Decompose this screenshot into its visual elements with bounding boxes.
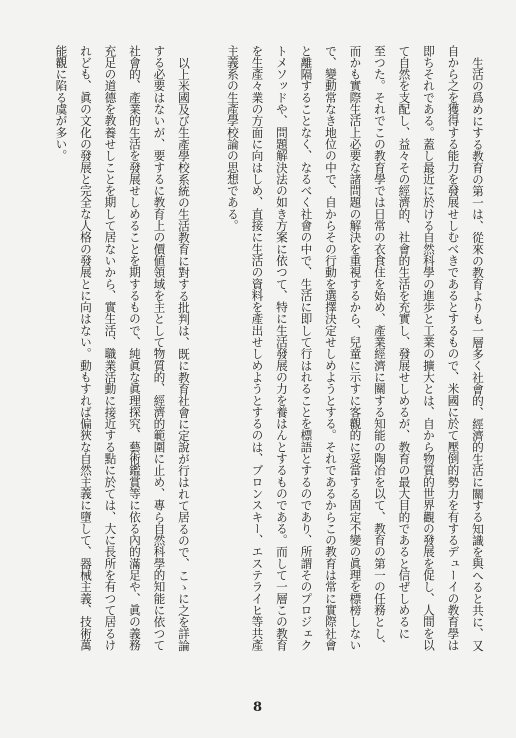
paragraph-1 [221,45,491,657]
body-text [49,45,490,657]
text-line: 生活の爲めにする教育の第一は、從來の教育よりも一層多く社會的、經濟的生活に關する知識を與へると共に、又 [471,56,485,651]
text-line: 以上米國及び生產學校系統の生活教育に對する批判は、既に教育社會に定說が行はれて居るので、こゝに之を詳論 [177,56,191,651]
text-line: 能觀に陷る虞が多い。 [54,45,69,162]
text-line: 至つた。それでこの教育學では日常の衣食住を始め、產業經濟に關する知能の陶冶を以て、教育の第一の任務とし、 [373,45,387,651]
page-number: 8 [253,700,263,715]
paragraph-gap [196,45,221,657]
text-line: する必要はないが、要するに教育上の價値領域を主として物質的、經濟的範圍に止め、專ら自然科學的知能に依つて [152,45,167,651]
text-line: 自から之を獲得する能力を發展せしむべきであるとするもので、米國に於て壓倒的勢力を有するデューイの教育學は [446,45,461,651]
text-line: れども、眞の文化の發展と完全な人格の發展とに向はない。動もすれば偏狹な自然主義に墮して、器械主義、技術萬 [79,45,93,651]
text-line: を生產々業の方面に向はしめ、直接に生活の資料を產出せしめようとするのは、ブロンスキー、エステライヒ等共產 [250,45,265,651]
text-line: 充足の道德を教養せしことを期して居ないから、實生活、職業活動に接近する點に於ては、大に長所を有つて居るけ [103,45,118,651]
text-line: 即ちそれである。蓋し最近に於ける自然科學の進歩と工業の擴大とは、自から物質的世界觀の發展を促し、人間を以 [422,45,436,651]
text-line: て自然を支配し、益々その經濟的、社會的生活を充實し、發展せしめるが、教育の最大目的であると信ぜしめるに [397,45,412,640]
text-line: 社會的、產業的生活を發展せしめることを期するもので、純眞な眞理探究、藝術鑑賞等に依る內的滿足や、眞の義務 [128,45,142,651]
text-line: と離隔することなく、なるべく社會の中で、生活に即して行はれることを標語とするのであり、所謂そのプロジェク [299,45,314,651]
text-line: で、變動常なき地位の中で、自からその行動を選擇決定せしめようとする。それであるからこの教育は常に實際社會 [324,45,338,651]
text-line: 主義系の生產學校論の思想である。 [226,45,240,232]
paragraph-2 [49,45,196,657]
text-line: トメソッドや、問題解決法の如き方案に依つて、特に生活發展の力を養はんとするものである。而して一層この教育 [275,45,289,651]
text-line: 而かも實際生活上必要な諸問題の解決を重視するから、兒童に示すに客觀的に妥當する固定不變の眞理を標榜しない [348,45,363,651]
